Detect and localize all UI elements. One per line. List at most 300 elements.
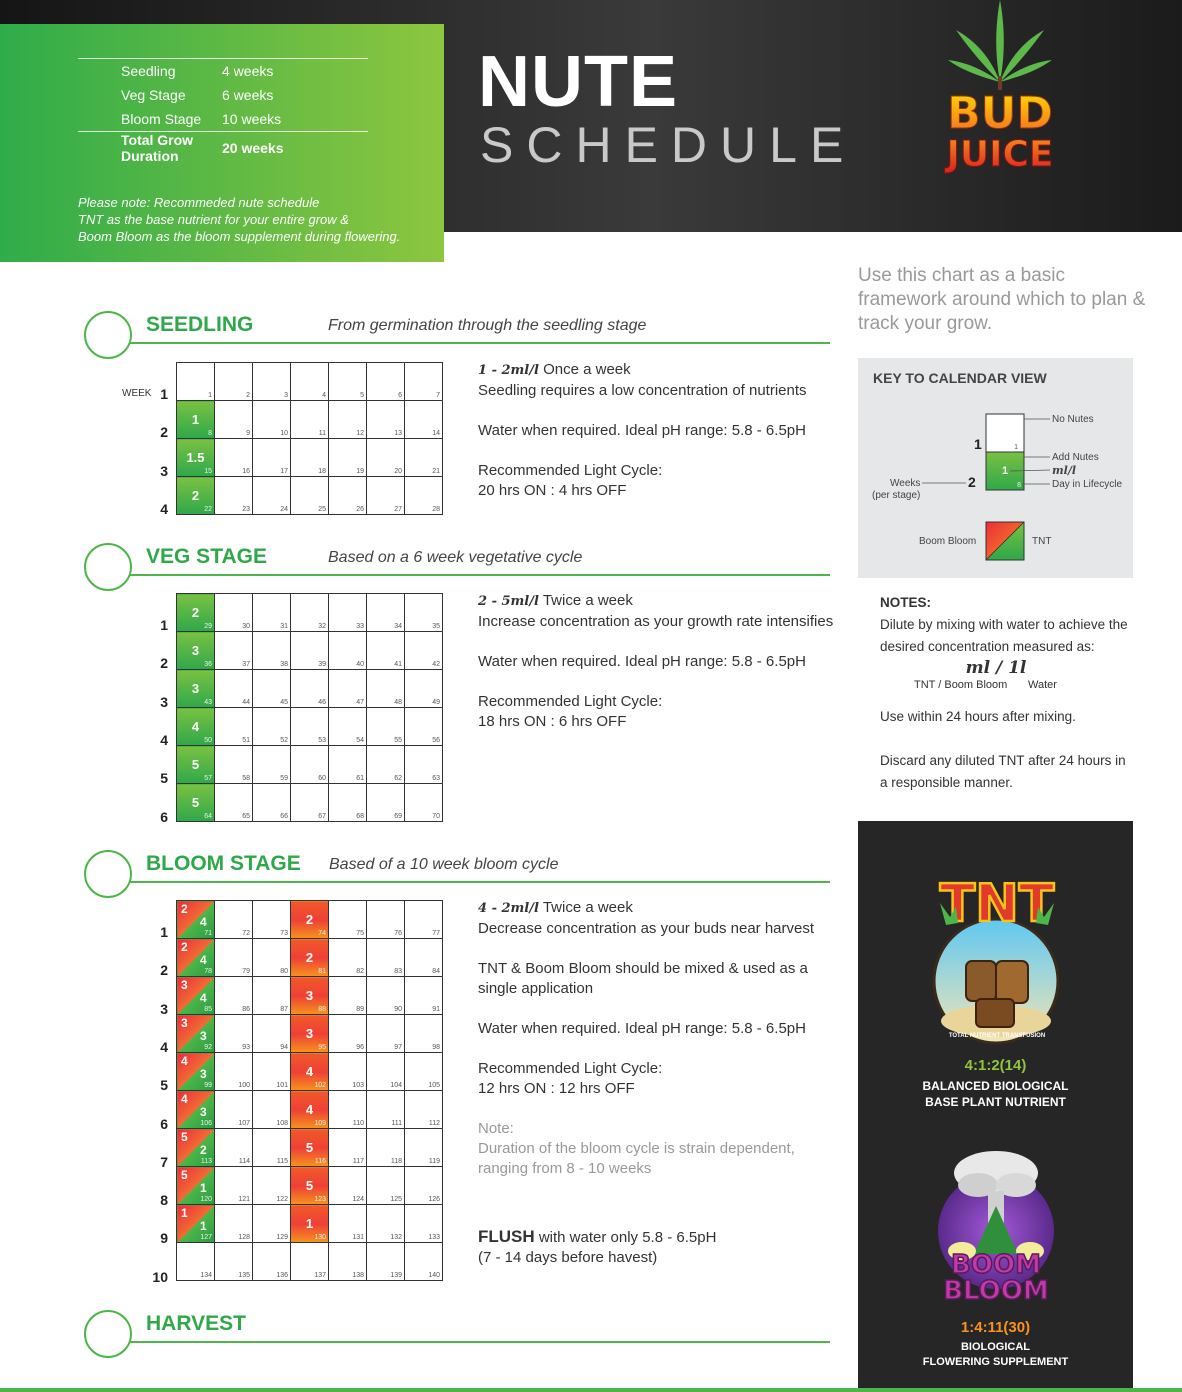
day-number: 42 — [432, 661, 440, 668]
day-cell — [405, 784, 443, 822]
day-cell — [215, 1167, 253, 1205]
day-cell — [367, 1205, 405, 1243]
boom-bloom-dose: 5 — [305, 1140, 314, 1155]
svg-text:TNT: TNT — [1032, 536, 1052, 547]
day-number: 48 — [394, 699, 402, 706]
svg-text:BOOM: BOOM — [951, 1250, 1041, 1280]
week-label: WEEK — [122, 388, 152, 399]
week-number: 4 — [160, 731, 168, 748]
week-row — [177, 1243, 443, 1281]
day-number: 104 — [390, 1082, 402, 1089]
day-cell — [291, 939, 329, 977]
week-row — [177, 746, 443, 784]
day-cell — [177, 1053, 215, 1091]
day-number: 27 — [394, 506, 402, 513]
day-cell — [329, 363, 367, 401]
day-cell — [367, 939, 405, 977]
day-cell — [367, 439, 405, 477]
day-number: 17 — [280, 468, 288, 475]
day-number: 82 — [356, 968, 364, 975]
day-cell — [329, 1167, 367, 1205]
boom-bloom-dose: 3 — [181, 978, 188, 992]
day-cell — [177, 1015, 215, 1053]
day-number: 4 — [322, 392, 326, 399]
day-number: 91 — [432, 1006, 440, 1013]
week-row — [177, 477, 443, 515]
day-cell — [253, 901, 291, 939]
day-number: 107 — [238, 1120, 250, 1127]
day-cell — [215, 1129, 253, 1167]
day-number: 114 — [238, 1158, 250, 1165]
day-cell — [215, 363, 253, 401]
day-number: 75 — [356, 930, 364, 937]
day-number: 49 — [432, 699, 440, 706]
products-panel: TNT TOTAL NUTRIENT TRANSFUSION BOOM BLOOM 4:1:2(14) BALANCED BIOLOGICAL BASE PLANT NUTRIENT 1:4:11(30) BIOLOGICAL FLOWERING SUPPLEMENT — [858, 821, 1133, 1392]
day-cell — [367, 594, 405, 632]
svg-text:Day in Lifecycle: Day in Lifecycle — [1052, 479, 1123, 490]
week-number: 3 — [160, 1000, 168, 1017]
day-cell — [329, 784, 367, 822]
boom-bloom-dose: 5 — [181, 1130, 188, 1144]
day-cell — [405, 363, 443, 401]
svg-text:Boom Bloom: Boom Bloom — [919, 536, 977, 547]
week-number: 4 — [160, 500, 168, 517]
key-diagram — [858, 358, 1133, 578]
day-number: 74 — [318, 930, 326, 937]
day-number: 69 — [394, 813, 402, 820]
svg-text:1: 1 — [974, 436, 982, 452]
day-number: 103 — [352, 1082, 364, 1089]
tnt-dose: 3 — [200, 1105, 207, 1119]
day-cell — [177, 477, 215, 515]
dose-value: 2 — [191, 488, 200, 503]
day-number: 59 — [280, 775, 288, 782]
week-number: 3 — [160, 462, 168, 479]
day-cell — [253, 708, 291, 746]
day-cell — [215, 977, 253, 1015]
week-number: 5 — [160, 770, 168, 787]
week-number: 6 — [160, 1115, 168, 1132]
day-cell — [177, 1205, 215, 1243]
day-number: 120 — [200, 1196, 212, 1203]
day-number: 66 — [280, 813, 288, 820]
boom-bloom-dose: 3 — [181, 1016, 188, 1030]
day-number: 64 — [204, 813, 212, 820]
day-number: 109 — [314, 1120, 326, 1127]
day-number: 77 — [432, 930, 440, 937]
day-cell — [367, 1015, 405, 1053]
week-number: 5 — [160, 1077, 168, 1094]
day-cell — [215, 708, 253, 746]
week-number: 2 — [160, 962, 168, 979]
svg-text:(per stage): (per stage) — [872, 490, 921, 501]
day-cell — [253, 670, 291, 708]
schedule-note: Please note: Recommeded nute schedule TNT as the base nutrient for your entire grow & Boom Bloom as the bloom supplement during flowering. — [78, 195, 401, 244]
day-number: 43 — [204, 699, 212, 706]
boom-bloom-dose: 2 — [305, 950, 314, 965]
week-row — [177, 670, 443, 708]
dose-value: 2 — [191, 605, 200, 620]
tnt-dose: 4 — [200, 915, 207, 929]
day-number: 61 — [356, 775, 364, 782]
boom-bloom-dose: 5 — [305, 1178, 314, 1193]
day-cell — [367, 977, 405, 1015]
day-cell — [329, 1129, 367, 1167]
day-number: 89 — [356, 1006, 364, 1013]
day-cell — [291, 708, 329, 746]
day-number: 63 — [432, 775, 440, 782]
day-number: 21 — [432, 468, 440, 475]
day-number: 130 — [314, 1234, 326, 1241]
day-cell — [215, 1243, 253, 1281]
day-cell — [215, 632, 253, 670]
day-number: 111 — [391, 1120, 402, 1127]
day-cell — [291, 1205, 329, 1243]
day-cell — [215, 439, 253, 477]
day-number: 95 — [318, 1044, 326, 1051]
day-cell — [215, 746, 253, 784]
tnt-dose: 1 — [200, 1181, 207, 1195]
day-number: 68 — [356, 813, 364, 820]
day-number: 87 — [280, 1006, 288, 1013]
day-cell — [291, 477, 329, 515]
day-number: 52 — [280, 737, 288, 744]
day-cell — [215, 784, 253, 822]
day-cell — [253, 1167, 291, 1205]
day-number: 88 — [318, 1006, 326, 1013]
day-number: 28 — [432, 506, 440, 513]
day-cell — [367, 901, 405, 939]
day-cell — [405, 670, 443, 708]
day-number: 131 — [352, 1234, 364, 1241]
day-number: 54 — [356, 737, 364, 744]
day-cell — [291, 977, 329, 1015]
day-number: 96 — [356, 1044, 364, 1051]
tnt-dose: 2 — [200, 1143, 207, 1157]
day-number: 139 — [390, 1272, 402, 1279]
day-number: 98 — [432, 1044, 440, 1051]
week-number: 8 — [160, 1192, 168, 1209]
day-cell — [291, 1129, 329, 1167]
tnt-logo-icon — [934, 874, 1058, 1043]
day-cell — [215, 401, 253, 439]
day-cell — [291, 594, 329, 632]
svg-text:No Nutes: No Nutes — [1052, 414, 1094, 425]
day-cell — [253, 1015, 291, 1053]
svg-text:Add Nutes: Add Nutes — [1052, 452, 1099, 463]
day-number: 9 — [246, 430, 250, 437]
day-number: 140 — [428, 1272, 440, 1279]
svg-text:ml/l: ml/l — [1052, 464, 1077, 477]
day-cell — [367, 477, 405, 515]
day-number: 6 — [398, 392, 402, 399]
day-cell — [253, 401, 291, 439]
day-number: 41 — [394, 661, 402, 668]
day-number: 110 — [352, 1120, 364, 1127]
week-number: 2 — [160, 424, 168, 441]
day-cell — [291, 363, 329, 401]
day-cell — [367, 1053, 405, 1091]
day-number: 78 — [204, 968, 212, 975]
day-cell — [405, 1091, 443, 1129]
week-row — [177, 708, 443, 746]
day-cell — [177, 401, 215, 439]
svg-text:TNT: TNT — [939, 874, 1055, 934]
boom-bloom-dose: 2 — [181, 940, 188, 954]
day-number: 123 — [314, 1196, 326, 1203]
day-number: 115 — [276, 1158, 288, 1165]
day-number: 7 — [436, 392, 440, 399]
day-cell — [177, 1243, 215, 1281]
duration-row-veg: Veg Stage 6 weeks — [121, 87, 274, 103]
day-number: 71 — [204, 930, 212, 937]
day-number: 79 — [242, 968, 250, 975]
day-number: 35 — [432, 623, 440, 630]
svg-text:BUD: BUD — [947, 88, 1053, 139]
day-cell — [405, 901, 443, 939]
day-number: 132 — [390, 1234, 402, 1241]
day-cell — [329, 401, 367, 439]
day-number: 67 — [318, 813, 326, 820]
day-number: 29 — [204, 623, 212, 630]
day-cell — [177, 439, 215, 477]
veg-info: 2 - 5ml/l Twice a week Increase concentration as your growth rate intensifies Water when required. Ideal pH range: 5.8 - 6.5pH Recommended Light Cycle: 18 hrs ON : 6 hrs OFF — [478, 592, 834, 730]
day-number: 58 — [242, 775, 250, 782]
week-row — [177, 939, 443, 977]
day-cell — [253, 439, 291, 477]
bloom-info: 4 - 2ml/l Twice a week Decrease concentration as your buds near harvest TNT & Boom Bloom should be mixed & used as a single application Water when required. Ideal pH range: 5.8 - 6.5pH Recommended Light Cycle: 12 hrs ON : 12 hrs OFF Note: Duration of the bloom cycle is strain dependent, ranging from 8 - 10 weeks FLUSH with water only 5.8 - 6.5pH (7 - 14 days before havest) — [478, 899, 815, 1266]
day-number: 80 — [280, 968, 288, 975]
bud-juice-logo — [930, 0, 1070, 178]
week-number: 6 — [160, 808, 168, 825]
week-number: 1 — [160, 386, 168, 402]
day-cell — [177, 363, 215, 401]
day-cell — [291, 746, 329, 784]
week-number: 3 — [160, 693, 168, 710]
day-number: 122 — [276, 1196, 288, 1203]
week-number: 1 — [160, 924, 168, 940]
week-row — [177, 594, 443, 632]
day-number: 119 — [428, 1158, 440, 1165]
day-cell — [253, 594, 291, 632]
day-number: 26 — [356, 506, 364, 513]
day-number: 60 — [318, 775, 326, 782]
boom-bloom-ratio: 1:4:11(30) — [960, 1319, 1031, 1336]
day-cell — [215, 1053, 253, 1091]
day-cell — [253, 1205, 291, 1243]
title-schedule: SCHEDULE — [480, 117, 857, 173]
day-cell — [177, 632, 215, 670]
page: Seedling 4 weeks Veg Stage 6 weeks Bloom Stage 10 weeks Total Grow Duration 20 weeks Please note: Recommeded nute schedule TNT as the base nutrient for your entire grow & Boom Bloom as the bloom supplement during flowering. NUTE SCHEDULE BUD JUICE SEEDLING From germination through the seedling stage VEG STAGE Based on a 6 week vegetative cycle BLOOM STAGE Based of a 10 week bloom cycle HARVEST WEEK 1 2 3 4 5 6 7 1 8 9 10 11 12 13 14 1.5 15 16 17 18 19 20 21 2 22 23 24 25 26 27 28 2 29 30 31 32 33 34 35 3 36 37 38 39 40 41 42 3 43 44 45 46 47 48 49 4 50 51 52 53 54 55 56 5 57 58 59 60 61 62 63 5 64 65 66 67 68 69 70 2 4 71 72 73 2 74 75 76 77 2 4 78 79 80 2 81 82 83 84 3 4 85 86 87 3 88 89 90 91 3 3 92 93 94 3 95 96 97 98 4 3 99 100 101 4 102 103 104 105 4 3 106 107 108 4 109 110 111 112 5 2 113 114 115 5 116 117 118 119 5 1 120 121 122 5 123 124 125 126 1 1 127 128 129 1 130 131 132 133 134 135 136 137 138 139 140 1 2 3 4 1 2 3 4 5 6 1 2 3 4 5 6 7 8 9 10 1 - 2ml/l Once a week Seedling requires a low concentration of nutrients Water when required. Ideal pH range: 5.8 - 6.5pH Recommended Light Cycle: 20 hrs ON : 4 hrs OFF 2 - 5ml/l Twice a week Increase concentration as your growth rate intensifies Water when required. Ideal pH range: 5.8 - 6.5pH Recommended Light Cycle: 18 hrs ON : 6 hrs OFF 4 - 2ml/l Twice a week Decrease concentration as your buds near harvest TNT & Boom Bloom should be mixed & used as a single application Water when required. Ideal pH range: 5.8 - 6.5pH Recommended Light Cycle: 12 hrs ON : 12 hrs OFF Note: Duration of the bloom cycle is strain dependent, ranging from 8 - 10 weeks FLUSH with water only 5.8 - 6.5pH (7 - 14 days before havest) Use this chart as a basic framework around which to plan & track your grow. KEY TO CALENDAR VIEW 1 8 1 1 2 No Nutes Add Nutes ml/l Day in Lifecycle Weeks (per stage) Boom Bloom TNT NOTES: Dilute by mixing with water to achieve the desired concentration measured as: ml / 1l TNT / Boom Bloom Water Use within 24 hours after mixing. Discard any diluted TNT after 24 hours in a responsible manner. TNT TOTAL NUTRIENT TRANSFUSION BOOM BLOOM 4:1:2(14) BALANCED BIOLOGICAL BASE PLANT NUTRIENT 1:4:11(30) BIOLOGICAL FLOWERING SUPPLEMENT — [0, 0, 1182, 1392]
day-number: 136 — [276, 1272, 288, 1279]
boom-bloom-dose: 4 — [305, 1102, 314, 1117]
day-number: 100 — [238, 1082, 250, 1089]
day-number: 23 — [242, 506, 250, 513]
day-cell — [177, 708, 215, 746]
day-number: 31 — [280, 623, 288, 630]
day-cell — [367, 670, 405, 708]
day-number: 99 — [204, 1082, 212, 1089]
dose-value: 1 — [191, 412, 200, 427]
day-cell — [329, 746, 367, 784]
day-number: 25 — [318, 506, 326, 513]
day-number: 81 — [318, 968, 326, 975]
day-cell — [215, 477, 253, 515]
tnt-dose: 4 — [200, 991, 207, 1005]
svg-text:BLOOM: BLOOM — [943, 1276, 1049, 1306]
day-cell — [253, 1091, 291, 1129]
svg-text:TOTAL NUTRIENT TRANSFUSION: TOTAL NUTRIENT TRANSFUSION — [948, 1033, 1046, 1039]
title-nute: NUTE — [478, 42, 678, 122]
day-cell — [405, 401, 443, 439]
week-row — [177, 1053, 443, 1091]
day-number: 8 — [208, 430, 212, 437]
day-cell — [291, 901, 329, 939]
day-cell — [253, 1053, 291, 1091]
day-cell — [405, 1205, 443, 1243]
day-number: 73 — [280, 930, 288, 937]
day-number: 53 — [318, 737, 326, 744]
day-cell — [405, 977, 443, 1015]
day-number: 3 — [284, 392, 288, 399]
day-cell — [405, 1053, 443, 1091]
bottom-rule — [0, 1388, 1182, 1392]
boom-bloom-dose: 3 — [305, 1026, 314, 1041]
day-cell — [405, 939, 443, 977]
day-cell — [329, 901, 367, 939]
boom-bloom-dose: 1 — [305, 1216, 314, 1231]
svg-text:Weeks: Weeks — [890, 478, 921, 489]
day-cell — [253, 632, 291, 670]
day-number: 46 — [318, 699, 326, 706]
day-number: 47 — [356, 699, 364, 706]
dose-value: 5 — [191, 757, 200, 772]
day-number: 83 — [394, 968, 402, 975]
day-cell — [291, 1015, 329, 1053]
duration-row-total: Total Grow Duration 20 weeks — [121, 132, 284, 164]
day-number: 51 — [242, 737, 250, 744]
week-row — [177, 977, 443, 1015]
day-cell — [177, 784, 215, 822]
bloom-calendar — [176, 900, 443, 1281]
svg-text:8: 8 — [1017, 482, 1021, 489]
boom-bloom-dose: 5 — [181, 1168, 188, 1182]
dose-value: 3 — [191, 681, 200, 696]
seedling-info: 1 - 2ml/l Once a week Seedling requires a low concentration of nutrients Water when required. Ideal pH range: 5.8 - 6.5pH Recommended Light Cycle: 20 hrs ON : 4 hrs OFF — [478, 361, 807, 499]
day-cell — [329, 939, 367, 977]
boom-bloom-dose: 2 — [305, 912, 314, 927]
week-row — [177, 1205, 443, 1243]
day-number: 12 — [356, 430, 364, 437]
day-number: 125 — [390, 1196, 402, 1203]
day-cell — [329, 1243, 367, 1281]
day-number: 16 — [242, 468, 250, 475]
day-cell — [405, 477, 443, 515]
day-cell — [329, 594, 367, 632]
day-number: 138 — [352, 1272, 364, 1279]
day-cell — [405, 708, 443, 746]
day-number: 40 — [356, 661, 364, 668]
day-number: 108 — [276, 1120, 288, 1127]
dose-value: 1.5 — [186, 450, 205, 465]
day-number: 117 — [352, 1158, 364, 1165]
day-cell — [253, 784, 291, 822]
svg-text:JUICE: JUICE — [946, 134, 1054, 175]
day-number: 70 — [432, 813, 440, 820]
day-cell — [367, 401, 405, 439]
boom-bloom-dose: 4 — [181, 1054, 188, 1068]
day-number: 15 — [204, 468, 212, 475]
day-cell — [215, 594, 253, 632]
day-cell — [405, 1167, 443, 1205]
day-cell — [329, 1205, 367, 1243]
tnt-dose: 1 — [200, 1219, 207, 1233]
day-cell — [215, 1205, 253, 1243]
day-cell — [367, 746, 405, 784]
day-number: 86 — [242, 1006, 250, 1013]
day-number: 19 — [356, 468, 364, 475]
week-row — [177, 1091, 443, 1129]
day-cell — [177, 901, 215, 939]
day-cell — [291, 401, 329, 439]
notes: NOTES: Dilute by mixing with water to achieve the desired concentration measured as: ml / 1l TNT / Boom Bloom Water Use within 24 hours after mixing. Discard any diluted TNT after 24 hours in a responsible manner. — [880, 595, 1128, 790]
duration-row-seedling: Seedling 4 weeks — [121, 63, 274, 79]
tnt-dose: 3 — [200, 1067, 207, 1081]
tnt-dose: 4 — [200, 953, 207, 967]
day-number: 38 — [280, 661, 288, 668]
boom-bloom-logo-icon — [938, 1151, 1054, 1306]
day-number: 56 — [432, 737, 440, 744]
day-cell — [329, 670, 367, 708]
day-cell — [405, 746, 443, 784]
day-number: 134 — [200, 1272, 212, 1279]
week-number: 4 — [160, 1038, 168, 1055]
day-number: 106 — [200, 1120, 212, 1127]
day-cell — [291, 1091, 329, 1129]
day-number: 90 — [394, 1006, 402, 1013]
week-row — [177, 439, 443, 477]
day-cell — [177, 939, 215, 977]
use-chart-text: Use this chart as a basic framework around which to plan & track your grow. — [858, 265, 1146, 334]
dose-value: 3 — [191, 643, 200, 658]
day-cell — [215, 670, 253, 708]
week-number: 10 — [152, 1268, 168, 1285]
day-number: 2 — [246, 392, 250, 399]
day-cell — [329, 977, 367, 1015]
day-number: 135 — [238, 1272, 250, 1279]
seedling-calendar — [176, 362, 443, 515]
day-number: 1 — [208, 392, 212, 399]
day-number: 105 — [428, 1082, 440, 1089]
day-number: 32 — [318, 623, 326, 630]
day-number: 93 — [242, 1044, 250, 1051]
week-row — [177, 1167, 443, 1205]
day-cell — [367, 632, 405, 670]
week-number: 2 — [160, 655, 168, 672]
day-cell — [405, 1129, 443, 1167]
week-row — [177, 901, 443, 939]
day-number: 124 — [352, 1196, 364, 1203]
day-cell — [329, 477, 367, 515]
day-number: 94 — [280, 1044, 288, 1051]
day-cell — [253, 746, 291, 784]
day-cell — [215, 901, 253, 939]
svg-text:2: 2 — [968, 474, 976, 490]
day-cell — [367, 1167, 405, 1205]
day-number: 137 — [314, 1272, 326, 1279]
day-cell — [367, 708, 405, 746]
boom-bloom-dose: 4 — [305, 1064, 314, 1079]
